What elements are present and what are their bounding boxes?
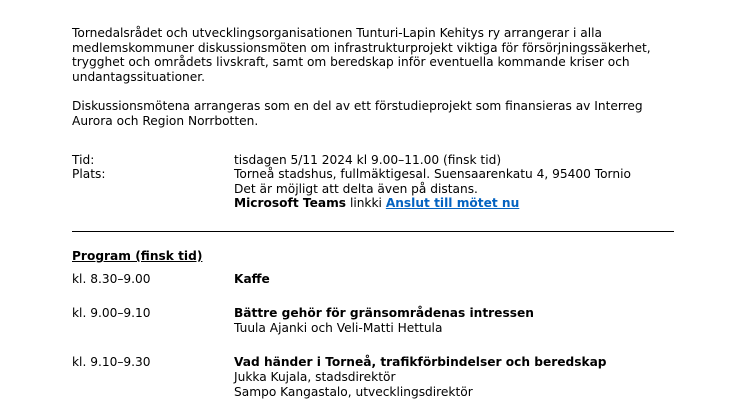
funding-paragraph: [72, 99, 672, 128]
teams-label: Microsoft Teams: [234, 196, 347, 210]
program-item-speaker: Jukka Kujala, stadsdirektör: [234, 370, 396, 384]
intro-line: Tornedalsrådet och utvecklingsorganisationen Tunturi-Lapin Kehitys ry arrangerar i alla: [72, 26, 602, 40]
intro-line: trygghet och områdets livskraft, samt om beredskap inför eventuella kommande kriser och: [72, 55, 630, 69]
program-item-speaker: Tuula Ajanki och Veli-Matti Hettula: [234, 321, 443, 335]
program-item-time: kl. 9.00–9.10: [72, 306, 151, 320]
remote-note: Det är möjligt att delta även på distans.: [234, 182, 478, 196]
teams-link-prefix: linkki: [349, 196, 382, 210]
time-label: Tid:: [72, 153, 95, 167]
teams-line: [234, 196, 519, 211]
program-item-title: Kaffe: [234, 272, 270, 286]
join-meeting-link[interactable]: Anslut till mötet nu: [385, 196, 520, 210]
intro-line: medlemskommuner diskussionsmöten om infrastrukturprojekt viktiga för försörjningssäkerhet,: [72, 40, 651, 55]
section-divider: [72, 231, 674, 232]
funding-line: Aurora och Region Norrbotten.: [72, 113, 259, 128]
program-item-time: kl. 9.10–9.30: [72, 355, 151, 369]
place-label: Plats:: [72, 167, 106, 181]
program-item-time: kl. 8.30–9.00: [72, 272, 151, 286]
program-item-title: Bättre gehör för gränsområdenas intressen: [234, 306, 534, 320]
intro-paragraph: [72, 26, 672, 84]
place-value: Torneå stadshus, fullmäktigesal. Suensaarenkatu 4, 95400 Tornio: [234, 167, 631, 181]
intro-line: undantagssituationer.: [72, 69, 206, 84]
funding-line: Diskussionsmötena arrangeras som en del av ett förstudieprojekt som finansieras av Interreg: [72, 99, 643, 113]
program-item-title: Vad händer i Torneå, trafikförbindelser och beredskap: [234, 355, 607, 369]
program-item-speaker: Sampo Kangastalo, utvecklingsdirektör: [234, 385, 473, 399]
program-heading: Program (finsk tid): [72, 249, 203, 263]
time-value: tisdagen 5/11 2024 kl 9.00–11.00 (finsk tid): [234, 153, 502, 167]
